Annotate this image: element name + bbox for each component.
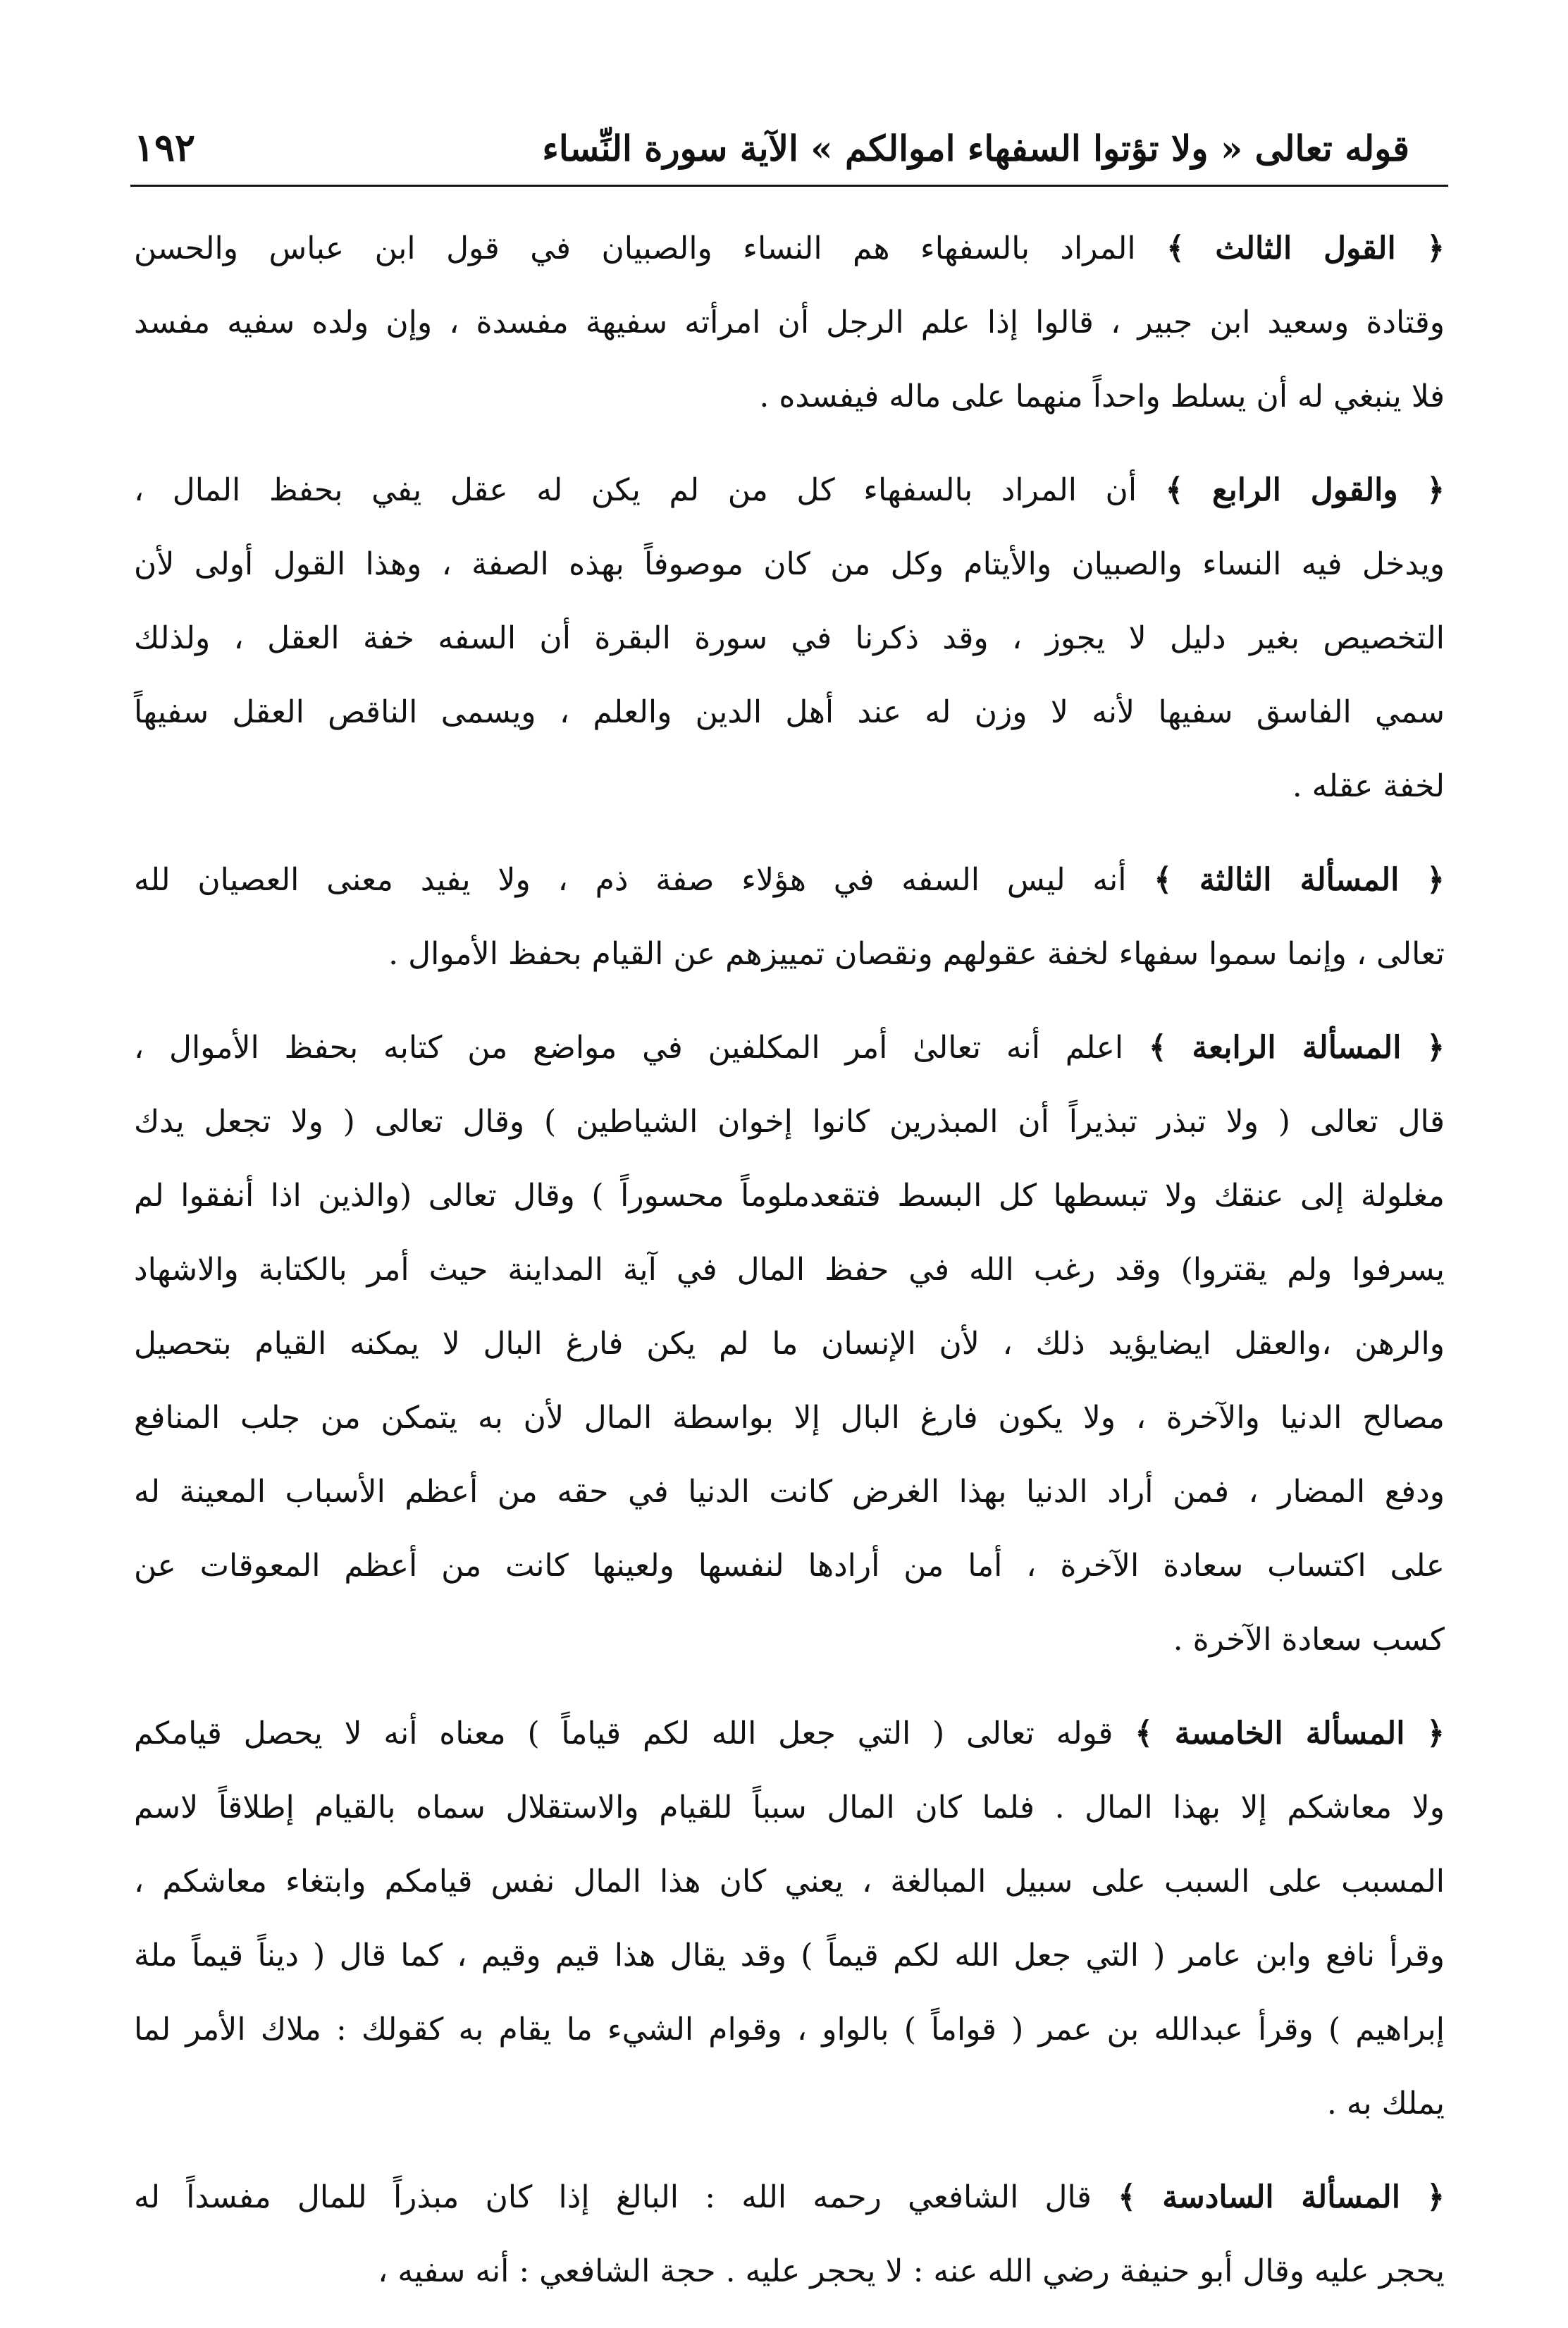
text-line — [134, 1085, 1445, 1159]
running-title: قوله تعالى « ولا تؤتوا السفهاء اموالكم » الآية سورة النِّساء — [542, 128, 1409, 169]
ornate-bracket-open: ﴿ — [1426, 230, 1445, 266]
text-line — [134, 359, 1445, 433]
text-line — [134, 1011, 1445, 1085]
line-text: على اكتساب سعادة الآخرة ، أما من أرادها لنفسها ولعينها كانت من أعظم المعوقات عن — [134, 1548, 1445, 1584]
text-line — [134, 1603, 1445, 1677]
line-text: تعالى ، وإنما سموا سفهاء لخفة عقولهم ونقصان تمييزهم عن القيام بحفظ الأموال . — [388, 936, 1445, 972]
paragraph — [134, 453, 1445, 823]
paragraph — [134, 843, 1445, 991]
text-line — [134, 917, 1445, 991]
ornate-bracket-open: ﴿ — [1426, 1716, 1445, 1751]
section-title: المسألة الرابعة — [1192, 1030, 1402, 1066]
line-text: فلا ينبغي له أن يسلط واحداً منهما على ماله فيفسده . — [759, 378, 1445, 414]
text-line — [134, 749, 1445, 823]
line-text: والرهن ،والعقل ايضايؤيد ذلك ، لأن الإنسان ما لم يكن فارغ البال لا يمكنه القيام بتحصيل — [134, 1326, 1445, 1362]
line-text: اعلم أنه تعالىٰ أمر المكلفين في مواضع من كتابه بحفظ الأموال ، — [134, 1030, 1124, 1066]
line-text: إبراهيم ) وقرأ عبدالله بن عمر ( قواماً ) بالواو ، وقوام الشيء ما يقام به كقولك : ملاك الأمر لما — [134, 2012, 1445, 2047]
header-divider — [130, 185, 1448, 187]
line-text: سمي الفاسق سفيها لأنه لا وزن له عند أهل الدين والعلم ، ويسمى الناقص العقل سفيهاً — [134, 694, 1445, 730]
line-text: مغلولة إلى عنقك ولا تبسطها كل البسط فتقعدملوماً محسوراً ) وقال تعالى (والذين اذا أنفقوا لم — [134, 1178, 1445, 1214]
line-text: لخفة عقله . — [1292, 768, 1445, 804]
text-line — [134, 675, 1445, 749]
ornate-bracket-close: ﴾ — [1165, 472, 1184, 508]
line-text: كسب سعادة الآخرة . — [1173, 1622, 1445, 1658]
ornate-bracket-close: ﴾ — [1135, 1716, 1153, 1751]
line-text: يسرفوا ولم يقتروا) وقد رغب الله في حفظ المال في آية المداينة حيث أمر بالكتابة والاشهاد — [134, 1252, 1445, 1288]
text-line — [134, 2234, 1445, 2308]
paragraph — [134, 1011, 1445, 1677]
text-line — [134, 2160, 1445, 2234]
text-line — [134, 1696, 1445, 1770]
paragraph — [134, 1696, 1445, 2141]
text-line — [134, 453, 1445, 527]
section-title: المسألة الخامسة — [1174, 1716, 1405, 1751]
text-line — [134, 527, 1445, 601]
paragraph — [134, 2160, 1445, 2308]
line-text: قال الشافعي رحمه الله : البالغ إذا كان مبذراً للمال مفسداً له — [134, 2179, 1092, 2215]
text-line — [134, 1159, 1445, 1233]
page-number: ١٩٢ — [134, 125, 196, 170]
line-text: ودفع المضار ، فمن أراد الدنيا بهذا الغرض كانت الدنيا في حقه من أعظم الأسباب المعينة له — [134, 1474, 1445, 1510]
text-line — [134, 1307, 1445, 1381]
section-title: والقول الرابع — [1212, 472, 1398, 508]
section-title: المسألة السادسة — [1162, 2179, 1400, 2215]
line-text: التخصيص بغير دليل لا يجوز ، وقد ذكرنا في سورة البقرة أن السفه خفة العقل ، ولذلك — [134, 620, 1445, 656]
text-line — [134, 1770, 1445, 1844]
line-text: وقتادة وسعيد ابن جبير ، قالوا إذا علم الرجل أن امرأته سفيهة مفسدة ، وإن ولده سفيه مفسد — [134, 304, 1445, 340]
ornate-bracket-close: ﴾ — [1154, 862, 1173, 898]
line-text: أن المراد بالسفهاء كل من لم يكن له عقل يفي بحفظ المال ، — [134, 472, 1137, 508]
text-line — [134, 843, 1445, 917]
section-title: المسألة الثالثة — [1199, 862, 1400, 898]
text-line — [134, 1919, 1445, 1993]
page-header — [134, 99, 1445, 176]
ornate-bracket-close: ﴾ — [1166, 230, 1185, 266]
text-line — [134, 285, 1445, 359]
text-line — [134, 1455, 1445, 1529]
text-line — [134, 1381, 1445, 1455]
text-line — [134, 1233, 1445, 1307]
line-text: ولا معاشكم إلا بهذا المال . فلما كان المال سبباً للقيام والاستقلال سماه بالقيام إطلاقاً لاسم — [134, 1790, 1445, 1825]
line-text: أنه ليس السفه في هؤلاء صفة ذم ، ولا يفيد معنى العصيان لله — [134, 862, 1127, 898]
line-text: قال تعالى ( ولا تبذر تبذيراً أن المبذرين كانوا إخوان الشياطين ) وقال تعالى ( ولا تجعل يدك — [134, 1104, 1445, 1140]
text-line — [134, 211, 1445, 285]
ornate-bracket-open: ﴿ — [1426, 1030, 1445, 1066]
line-text: يملك به . — [1326, 2086, 1445, 2121]
text-line — [134, 1844, 1445, 1919]
text-line — [134, 1529, 1445, 1603]
line-text: وقرأ نافع وابن عامر ( التي جعل الله لكم قيماً ) وقد يقال هذا قيم وقيم ، كما قال ( ديناً قيماً ملة — [134, 1938, 1445, 1973]
paragraph — [134, 211, 1445, 433]
line-text: قوله تعالى ( التي جعل الله لكم قياماً ) معناه أنه لا يحصل قيامكم — [134, 1716, 1113, 1751]
line-text: يحجر عليه وقال أبو حنيفة رضي الله عنه : لا يحجر عليه . حجة الشافعي : أنه سفيه ، — [378, 2253, 1445, 2289]
section-title: القول الثالث — [1215, 230, 1396, 266]
text-line — [134, 2067, 1445, 2141]
ornate-bracket-close: ﴾ — [1118, 2179, 1137, 2215]
text-line — [134, 1993, 1445, 2067]
ornate-bracket-close: ﴾ — [1148, 1030, 1167, 1066]
line-text: المسبب على السبب على سبيل المبالغة ، يعني كان هذا المال نفس قيامكم وابتغاء معاشكم ، — [134, 1864, 1445, 1899]
text-line — [134, 601, 1445, 675]
ornate-bracket-open: ﴿ — [1426, 862, 1445, 898]
line-text: مصالح الدنيا والآخرة ، ولا يكون فارغ البال إلا بواسطة المال لأن به يتمكن من جلب المنافع — [134, 1400, 1445, 1436]
body-text — [134, 211, 1445, 2328]
line-text: المراد بالسفهاء هم النساء والصبيان في قول ابن عباس والحسن — [134, 230, 1136, 266]
ornate-bracket-open: ﴿ — [1426, 2179, 1445, 2215]
line-text: ويدخل فيه النساء والصبيان والأيتام وكل من كان موصوفاً بهذه الصفة ، وهذا القول أولى لأن — [134, 546, 1445, 582]
ornate-bracket-open: ﴿ — [1426, 472, 1445, 508]
